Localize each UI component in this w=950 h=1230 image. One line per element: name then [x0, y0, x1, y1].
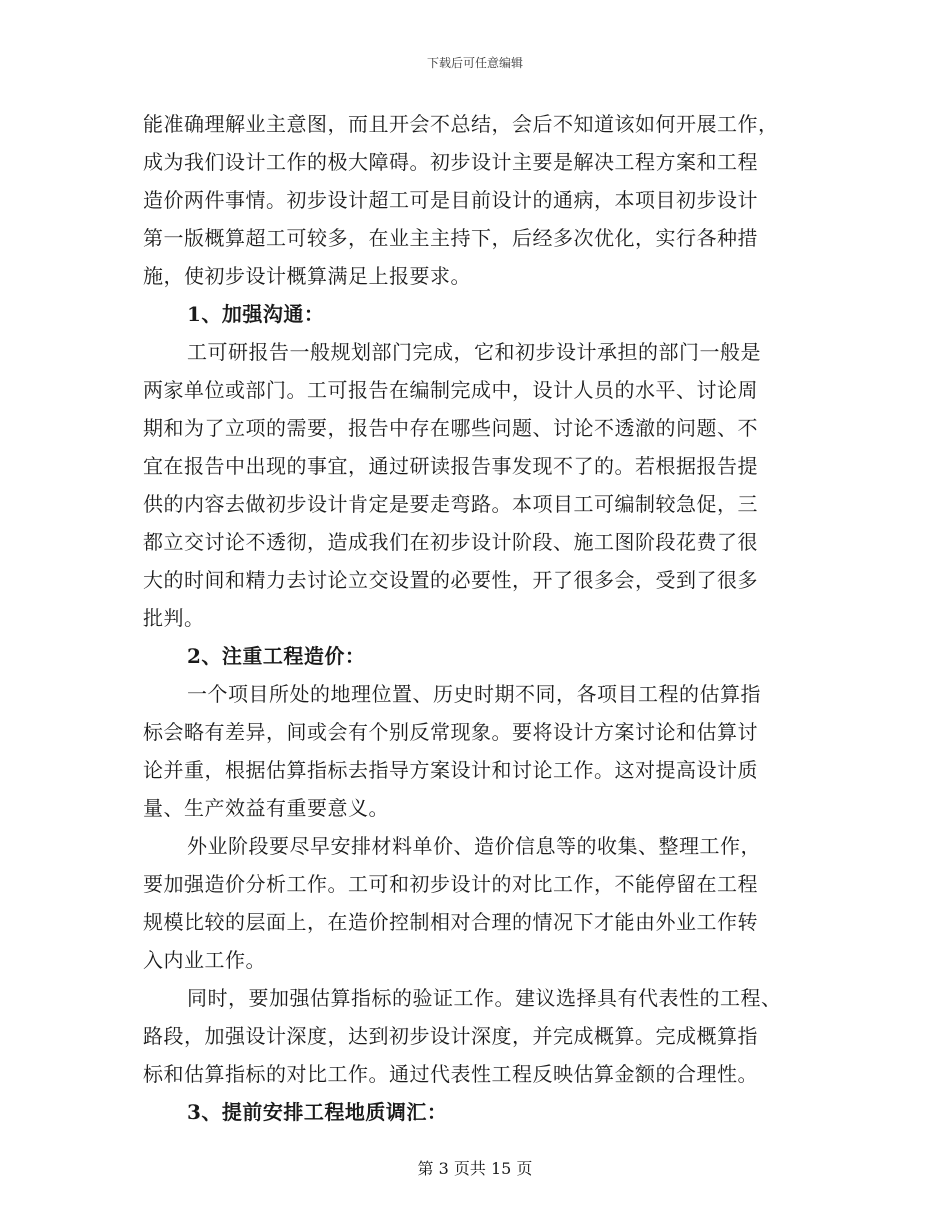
body-line: 成为我们设计工作的极大障碍。初步设计主要是解决工程方案和工程	[143, 150, 758, 174]
body-line: 宜在报告中出现的事宜，通过研读报告事发现不了的。若根据报告提	[143, 454, 758, 478]
body-line: 能准确理解业主意图，而且开会不总结，会后不知道该如何开展工作，	[143, 112, 779, 136]
body-line: 都立交讨论不透彻，造成我们在初步设计阶段、施工图阶段花费了很	[143, 530, 758, 554]
body-line: 两家单位或部门。工可报告在编制完成中，设计人员的水平、讨论周	[143, 378, 758, 402]
body-line: 论并重，根据估算指标去指导方案设计和讨论工作。这对提高设计质	[143, 758, 758, 782]
body-line: 量、生产效益有重要意义。	[143, 796, 389, 820]
body-line: 入内业工作。	[143, 948, 266, 972]
body-line: 供的内容去做初步设计肯定是要走弯路。本项目工可编制较急促，三	[143, 492, 758, 516]
section-heading-1: 1、加强沟通：	[187, 302, 325, 326]
body-line: 第一版概算超工可较多，在业主主持下，后经多次优化，实行各种措	[143, 226, 758, 250]
section-heading-3: 3、提前安排工程地质调汇：	[187, 1100, 448, 1124]
body-line: 大的时间和精力去讨论立交设置的必要性，开了很多会，受到了很多	[143, 568, 758, 592]
section-heading-2: 2、注重工程造价：	[187, 644, 366, 668]
body-line: 施，使初步设计概算满足上报要求。	[143, 264, 471, 288]
page-footer: 第 3 页共 15 页	[417, 1159, 533, 1178]
paragraph-first-line: 一个项目所处的地理位置、历史时期不同，各项目工程的估算指	[187, 682, 761, 706]
body-line: 规模比较的层面上，在造价控制相对合理的情况下才能由外业工作转	[143, 910, 758, 934]
body-line: 标和估算指标的对比工作。通过代表性工程反映估算金额的合理性。	[143, 1062, 758, 1086]
body-line: 造价两件事情。初步设计超工可是目前设计的通病，本项目初步设计	[143, 188, 758, 212]
body-line: 标会略有差异，间或会有个别反常现象。要将设计方案讨论和估算讨	[143, 720, 758, 744]
paragraph-first-line: 同时，要加强估算指标的验证工作。建议选择具有代表性的工程、	[187, 986, 782, 1010]
body-line: 要加强造价分析工作。工可和初步设计的对比工作，不能停留在工程	[143, 872, 758, 896]
paragraph-first-line: 外业阶段要尽早安排材料单价、造价信息等的收集、整理工作，	[187, 834, 761, 858]
body-line: 路段，加强设计深度，达到初步设计深度，并完成概算。完成概算指	[143, 1024, 758, 1048]
paragraph-first-line: 工可研报告一般规划部门完成，它和初步设计承担的部门一般是	[187, 340, 761, 364]
body-line: 批判。	[143, 606, 205, 630]
page-header: 下载后可任意编辑	[426, 56, 523, 70]
body-line: 期和为了立项的需要，报告中存在哪些问题、讨论不透澈的问题、不	[143, 416, 758, 440]
document-body	[143, 105, 808, 1131]
